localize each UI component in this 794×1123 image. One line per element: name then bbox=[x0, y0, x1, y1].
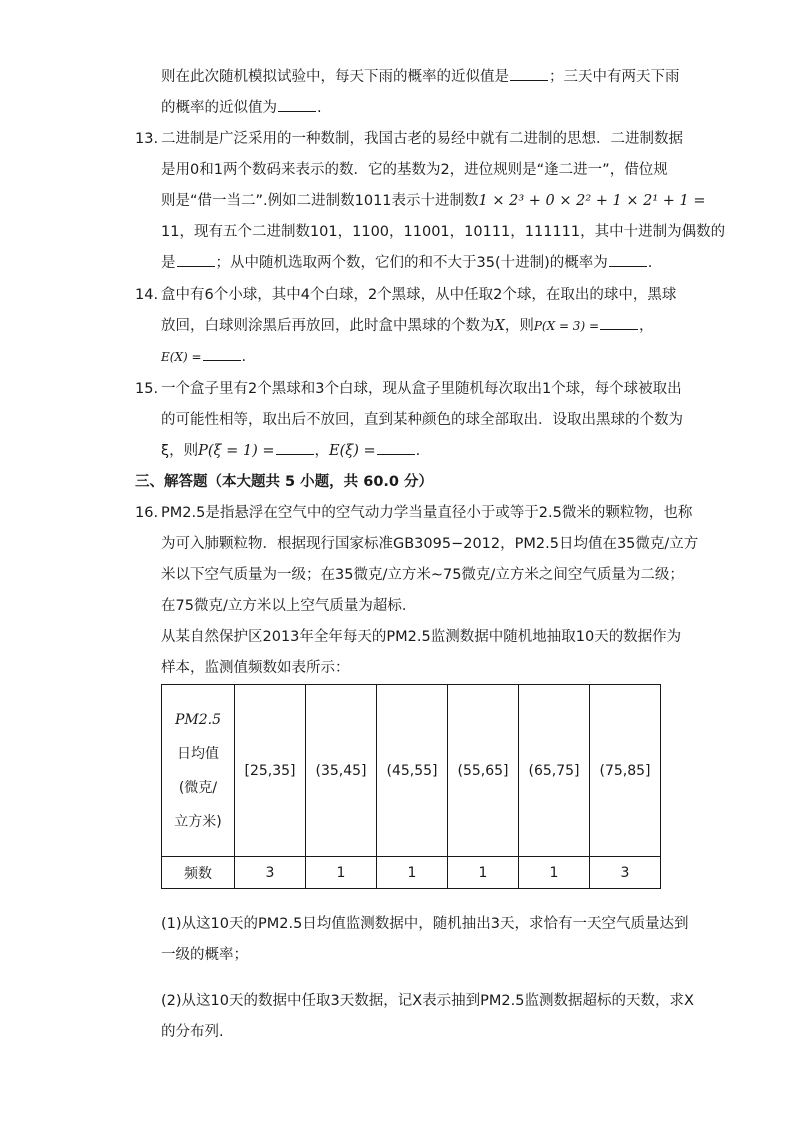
freq-cell: 1 bbox=[377, 857, 448, 889]
section-heading: 三、解答题（本大题共 5 小题，共 60.0 分） bbox=[135, 474, 434, 490]
answer-blank bbox=[609, 252, 647, 267]
q13-text: ；从中随机选取两个数，它们的和不大于35(十进制)的概率为 bbox=[215, 255, 608, 271]
q15-formula: E(ξ) = bbox=[329, 443, 376, 459]
q15-text: ξ，则 bbox=[161, 443, 199, 459]
header-line: 日均值 bbox=[177, 745, 219, 762]
q14-line-2: 放回，白球则涂黑后再放回，此时盒中黑球的个数为X，则P(X = 3) = ， bbox=[161, 315, 654, 337]
interval-cell: (65,75] bbox=[519, 685, 590, 857]
interval-cell: (55,65] bbox=[448, 685, 519, 857]
q13-text: 是 bbox=[161, 255, 176, 271]
answer-blank bbox=[377, 440, 415, 455]
q13-formula: 1 × 2³ + 0 × 2² + 1 × 2¹ + 1 = bbox=[478, 193, 706, 209]
q13-text: 则是“借一当二”.例如二进制数1011表示十进制数 bbox=[161, 193, 479, 209]
answer-blank bbox=[510, 66, 548, 81]
q14-text: 放回，白球则涂黑后再放回，此时盒中黑球的个数为 bbox=[161, 318, 495, 334]
q14-var: X bbox=[494, 318, 505, 334]
q16-line-2: 为可入肺颗粒物．根据现行国家标准GB3095−2012，PM2.5日均值在35微克/立方 bbox=[161, 536, 699, 552]
q12-line-1 bbox=[161, 66, 680, 88]
q16-part2-line-2: 的分布列. bbox=[161, 1024, 224, 1040]
q16-part2-line-1: (2)从这10天的数据中任取3天数据，记X表示抽到PM2.5监测数据超标的天数，求X bbox=[161, 993, 694, 1009]
q14-line-1: 盒中有6个小球，其中4个白球，2个黑球，从中任取2个球，在取出的球中，黑球 bbox=[161, 287, 677, 303]
header-line: 立方米) bbox=[174, 813, 222, 830]
frequency-table bbox=[161, 684, 661, 889]
q15-number: 15. bbox=[135, 381, 159, 397]
q15-formula: P(ξ = 1) = bbox=[198, 443, 275, 459]
q12-text: 则在此次随机模拟试验中，每天下雨的概率的近似值是 bbox=[161, 69, 509, 85]
answer-blank bbox=[177, 252, 215, 267]
table-row bbox=[162, 857, 661, 889]
answer-blank bbox=[600, 315, 638, 330]
freq-cell: 1 bbox=[448, 857, 519, 889]
q16-part1-line-1: (1)从这10天的PM2.5日均值监测数据中，随机抽出3天，求恰有一天空气质量达到 bbox=[161, 916, 689, 932]
freq-cell: 3 bbox=[235, 857, 306, 889]
q14-line-3: E(X) = . bbox=[161, 346, 246, 368]
interval-cell: (75,85] bbox=[590, 685, 661, 857]
freq-label-cell: 频数 bbox=[162, 857, 235, 889]
q14-number: 14. bbox=[135, 287, 159, 303]
q13-line-2: 是用0和1两个数码来表示的数．它的基数为2，进位规则是“逢二进一”，借位规 bbox=[161, 162, 668, 178]
q14-text: ，则 bbox=[504, 318, 534, 334]
q14-formula: P(X = 3) = bbox=[533, 319, 599, 333]
q13-line-5: 是 ；从中随机选取两个数，它们的和不大于35(十进制)的概率为 . bbox=[161, 252, 652, 274]
answer-blank bbox=[203, 346, 241, 361]
header-line: PM2.5 bbox=[174, 711, 222, 728]
interval-cell: [25,35] bbox=[235, 685, 306, 857]
q16-line-4: 在75微克/立方米以上空气质量为超标． bbox=[161, 598, 417, 614]
q15-line-3: ξ，则P(ξ = 1) = ，E(ξ) = . bbox=[161, 440, 420, 462]
interval-cell: (45,55] bbox=[377, 685, 448, 857]
header-line: (微克/ bbox=[178, 779, 218, 796]
interval-cell: (35,45] bbox=[306, 685, 377, 857]
q13-line-1: 二进制是广泛采用的一种数制，我国古老的易经中就有二进制的思想．二进制数据 bbox=[161, 131, 683, 147]
q16-line-3: 米以下空气质量为一级；在35微克/立方米∼75微克/立方米之间空气质量为二级； bbox=[161, 567, 684, 583]
q16-number: 16. bbox=[135, 505, 159, 521]
q13-line-4: 11，现有五个二进制数101，1100，11001，10111，111111，其中十进制为偶数的 bbox=[161, 224, 726, 240]
q16-line-5: 从某自然保护区2013年全年每天的PM2.5监测数据中随机地抽取10天的数据作为 bbox=[161, 629, 682, 645]
freq-cell: 1 bbox=[519, 857, 590, 889]
table-row bbox=[162, 685, 661, 857]
q12-line-2: 的概率的近似值为 . bbox=[161, 97, 322, 119]
freq-cell: 1 bbox=[306, 857, 377, 889]
q16-part1-line-2: 一级的概率； bbox=[161, 947, 248, 963]
freq-cell: 3 bbox=[590, 857, 661, 889]
q15-line-1: 一个盒子里有2个黑球和3个白球，现从盒子里随机每次取出1个球，每个球被取出 bbox=[161, 381, 682, 397]
table-header-cell bbox=[162, 685, 235, 857]
q14-formula: E(X) = bbox=[161, 350, 202, 364]
answer-blank bbox=[276, 440, 314, 455]
q13-number: 13. bbox=[135, 131, 159, 147]
q12-text: 的概率的近似值为 bbox=[161, 100, 277, 116]
q16-line-1: PM2.5是指悬浮在空气中的空气动力学当量直径小于或等于2.5微米的颗粒物，也称 bbox=[161, 505, 693, 521]
q13-line-3 bbox=[161, 190, 706, 212]
q12-text: ；三天中有两天下雨 bbox=[549, 69, 680, 85]
q16-line-6: 样本，监测值频数如表所示： bbox=[161, 660, 350, 676]
answer-blank bbox=[278, 97, 316, 112]
q15-line-2: 的可能性相等，取出后不放回，直到某种颜色的球全部取出．设取出黑球的个数为 bbox=[161, 412, 683, 428]
